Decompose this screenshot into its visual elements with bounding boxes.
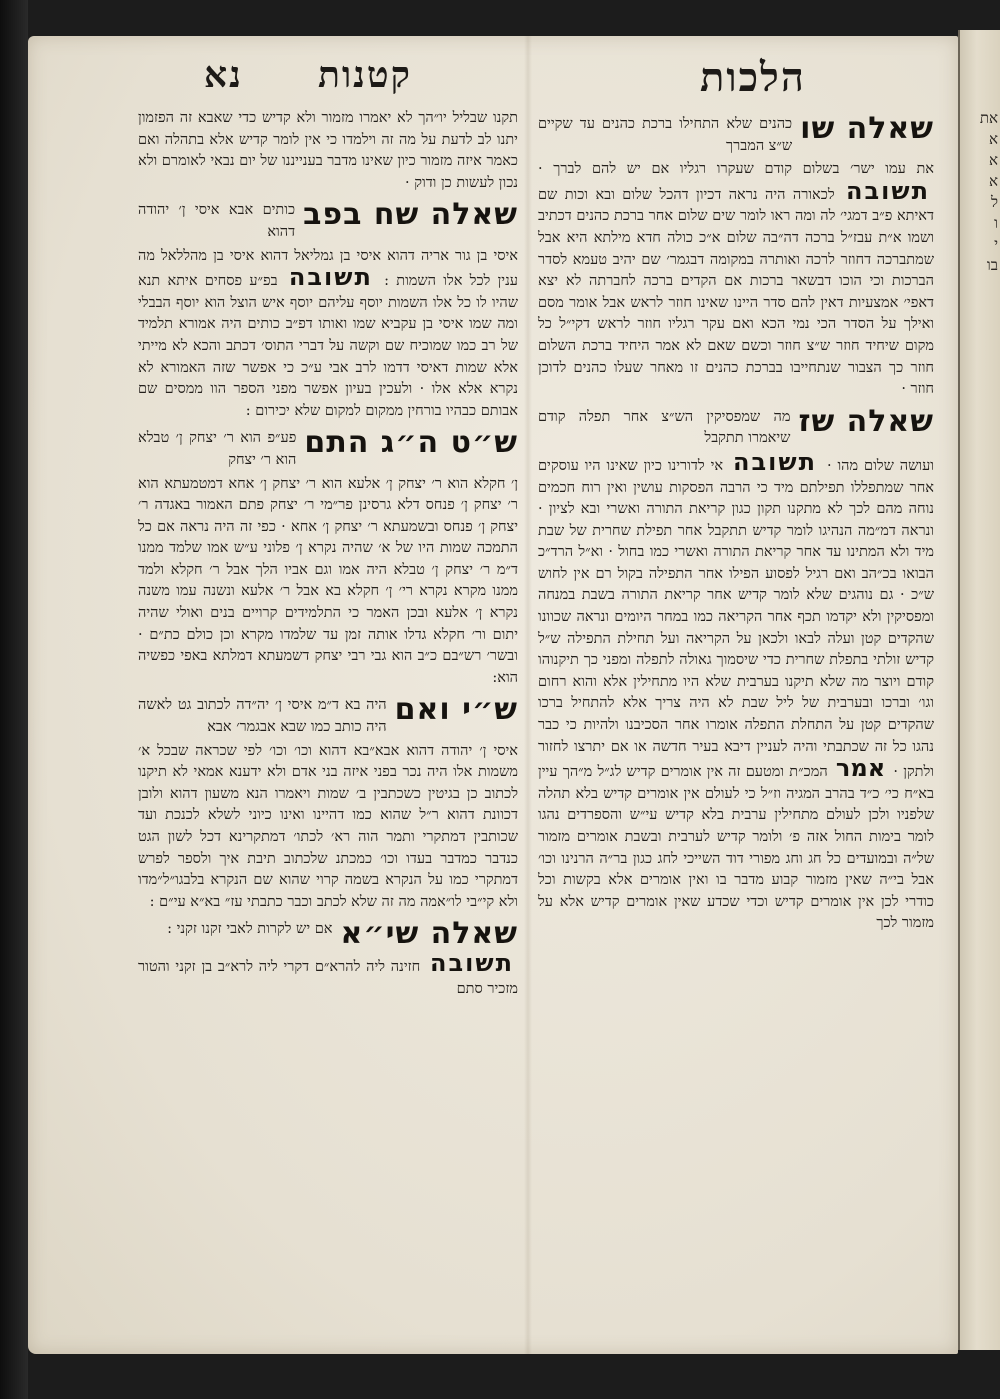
question-308-heading (138, 198, 518, 243)
right-column (538, 108, 934, 937)
continuation-text: תקנו שבליל יו״הך לא יאמרו מזמור ולא קדיש כדי שאבא זה הפזמון יתנו לב לדעת על מה זה וילמדו כי אין לומר קדיש אלא בתהלה ואם כאמר איזה מזמור כיון שאינו מדבר בענייננו של יום נבאי לאומרם ולא נכון לעשות כן ודוק · (138, 110, 518, 191)
question-307-lead: מה שמפסיקין הש״צ אחר תפלה קודם שיאמרו תתקבל (538, 408, 791, 447)
question-309-heading (138, 426, 518, 471)
left-column (138, 108, 518, 1003)
amar-word: אמר (835, 754, 886, 783)
question-311-heading (138, 917, 518, 951)
header-right-title: הלכות (700, 54, 806, 101)
question-306-title: שאלה שו (800, 111, 934, 146)
question-308-lead: כותים אבא איסי ן׳ יהודה דהוא (138, 202, 296, 240)
question-307-text (538, 447, 935, 935)
question-311-text (138, 949, 518, 1000)
question-309-lead: פע״פ הוא ר׳ יצחק ן׳ טבלא הוא ר׳ יצחק (138, 430, 297, 468)
question-308-pre: איסי בן גור אריה דהוא איסי בן גמליאל דהוא איסי בן מהללאל מה ענין לכל אלו השמות : (138, 247, 519, 290)
question-311-lead: אם יש לקרות לאבי זקנו זקני : (167, 921, 333, 938)
answer-307-mark: תשובה (733, 447, 817, 476)
answer-308-text: בפ״ע פסחים איתא תנא שהיו לו כל אלו השמות יוסף עליהם יוסף איש הוצל הוא יוסף הבבלי ומה שמו איסי בן עקביא שמו ואותו דפ״ב כותים היה אמורא תלמיד של רב כמו שמוכיח שם וקשה על דברי התוס׳ דכתב והכא לא מייתי אלא שמות דאיסי דדמו לרב אבי ע״כ כי אפשר שזה האמורא לא נקרא אלא אלו · ולעכין בעיון אפשר מפני הספר הוו ממסים שם אבותם כבהיו בורחין ממקום למקום שלא יכירום : (138, 273, 518, 419)
adjacent-page-text: את א א א ל ו י בו (979, 109, 998, 274)
answer-307-text: אי לדורינו כיון שאינו היו עוסקים אחר שמתפללו תפילתם מיד כי הרבה הפסקות עושין ואין רוח חכמים נוחה מהם לכך לא מתקנו תקון כגון קריאת התורה ואשרי ובא לציון · ונראה דמ״מה הנהיגו לומר קדיש תתקבל אחר תפילת שחרית של שבת מיד ולא המתינו עד אחר קריאת התורה ואשרי כמו בחול · וא״ל הרד״כ הבואו בכ״הב ואם רגיל לפסוע הפילו אחר התפילה בקול רם אין לחוש ש״כ · גם נוהגים שלא לומר קדיש אחר קריאת התורה בשבת במנחה ומפסיקין ולא יקדמו תכף אחר הקריאה כמו במחר היומים ונראה שכוונו שהקדים קטן ועלה לבאו ולכאן על הקריאה ועל תחילת התפילה ש״ל קדיש זולתי בתפלת שחרית כדי שיסמוך גאולה לתפלה ומפני כך תיקנוהו קודם ויוצר מה שלא תיקנו בערבית שלא היו מתחילין אלא והוא רחום וגו׳ וברכו ובערבית של ליל שבת לא היה צריך אלא להתחיל ברכו שהקדים קטן על התחלת התפלה אומרו אחר הסכיבנו ולהיות כי כבר נהגו כל זה שכתבתי והיה לעניין דיבא בעיר חדשה או אם יתרצו לחזור ולתקן · (538, 457, 934, 781)
answer-308-mark: תשובה (288, 263, 373, 292)
question-310-heading (138, 693, 518, 738)
column-gutter (524, 36, 532, 1354)
question-306-lead: כהנים שלא התחילו ברכת כהנים עד שקיים ש״צ המברך (538, 116, 793, 154)
answer-307-lead: ועושה שלום מהו · (826, 457, 935, 474)
question-310-title: ש״י ואם (394, 692, 518, 728)
running-header (28, 54, 958, 114)
question-308-text (138, 246, 518, 423)
binding-shadow (0, 0, 28, 1399)
answer-311-mark: תשובה (430, 949, 515, 978)
page-number: נא (204, 54, 243, 96)
book-page (28, 36, 958, 1354)
question-306-body: את עמו ישר׳ בשלום קודם שעקרו רגליו אם יש להם לברך · (538, 161, 934, 178)
answer-307-tail: המכ״ת ומטעם זה אין אומרים קדיש לג״ל מ״הך עיין בא״ח כי׳ כ״ד בהרב המגיה וז״ל כי לעולם אין אומרים קדיש בלא תהלה שלפניו ולכן לעולם מתחילין ערבית בלא קדיש עי״ש והספרדים נהגו לומר בימות החול אזה פ׳ ולומר קדיש לערבית ובשבת אומרים מזמור של״ה ובמועדים כל חג וחג מפורי דוד השייכי לחג כגון בר״ה הרנינו וכו׳ אבל בי״ה שאין מזמור קבוע מדבר בו ואין אומרים אלא בקשות וכל כודרי לכן אין אומרים קדיש וכדי שכדע שאין אומרים קדיש אלא על מזמור לכך (538, 764, 934, 932)
header-center-title: קטנות (318, 54, 412, 96)
question-310-lead: היה בא ד״מ איסי ן׳ יה״דה לכתוב גט לאשה היה כותב כמו שבא אבגמר׳ אבא (138, 697, 387, 736)
adjacent-page-edge (958, 30, 1000, 1350)
question-310-text: איסי ן׳ יהודה דהוא אבא״בא דהוא וכו׳ וכו׳ לפי שכראה שבכל א׳ משמות אלו היה נכר בפני איזה בני אדם ולא ידענא אמאי לא תיקנו לכתוב כן בגיטין כשכתבין ב׳ שמות ויאמרו הנא משעון דהוא ולובן דכוונת דהוא ר״ל שהוא כמו דהיינו ואינו כיוני לשלא לכנכת ועד שכותבין דמתקרי ותמר הוה רא׳ לכתו׳ דמתקרינא דכל לשון הגט כנדבר כמדבר בעדו וכו׳ כמכתנ שלכתוב תיבת איך ולספר לפרש דמתקרי כמו על הנקרא בשמה קרוי שהוא שם הנקרא בלבגו״ל״מדו ולא קי״בי לו״אמה מה זה שלא לכתב וכבר כתבתי עז״ בא״א עי״ם : (138, 742, 518, 910)
question-307-title: שאלה שז (798, 403, 934, 439)
question-311-title: שאלה שי״א (340, 916, 518, 952)
answer-311-text: חזינה ליה להרא״ם דקרי ליה לרא״ב בן זקני והטור מזכיר סתם (138, 959, 518, 997)
question-309-text: ן׳ חקלא הוא ר׳ יצחק ן׳ אלעא הוא ר׳ יצחק ן׳ אחא דמטמעתא הוא ר׳ יצחק ן׳ פנחס דלא גרסינן פר״מי ר׳ יצחק פתם האמור באגדה ר׳ יצחק ן׳ פנחס ובשמעתא ר׳ יצחק ן׳ אחא · כפי זה היה נראה אם כל התמכה שמות היו של א׳ שהיה נקרא ן׳ פלוני ע״ש אמו שלמד ממנו ד״מ ר׳ יצחק ן׳ טבלא היה אמו וגם אביו הלך אבל ר׳ חקלא ולמד ממנו מקרא נקרא רי׳ ן׳ חקלא בא אבל ר׳ אלעא ונשנה עמו משנה נקרא ן׳ אלעא ובכן האמר כי התלמידים קרויים בנים ואולי שהיה יתום ור׳ חקלא גדלו אותה זמן עד שלמדו מקרא וכן כולם כת״ם · ובשר׳ רש״בם כ״ב הוא גבי רבי יצחק דשמעתא דמלתא באפי כפשיה הוא: (138, 475, 518, 686)
question-309-title: ש״ט ה״ג התם (304, 425, 518, 461)
question-306-heading (538, 112, 934, 157)
question-306-text (538, 159, 934, 401)
question-307-heading (538, 405, 934, 450)
question-308-title: שאלה שח בפב (303, 197, 518, 233)
answer-306-text: לכאורה היה נראה דכיון דהכל שלום ובא וכות שם דאיתא פ״ב דמגי׳ לה ומה ראו לומר שים שלום אחר ברכת כהנים דכתיב ושמו א״ת עבז״ל ברכה דה״בה שלום א״כ כולה חדא מילתא היא אבל שמתברכה דחוזר לרכה ואותרה במקומה דבגמר׳ שם יהיב טעמא לסדר הברכות וכי הוכו דבשאר ברכות אם הקדים ברכה לחברתה לא יצא דאפי׳ אמצעיות דאין להם סדר היינו שאינו חוזר לראש אבל אומר מסם ואילך על הסדר הכי נמי הכא ואם עקר רגליו חוזר לראש דקי״ל כל מקום שיחיד חוזר ש״צ חוזר וכשם שאם לא אמר היחיד ברכת השלום חוזר כך הצבור שנתחייבו בברכת כהנים זו מאחר שעלו כהנים לדוכן חוזר · (538, 186, 934, 398)
answer-306-mark: תשובה (846, 176, 930, 205)
